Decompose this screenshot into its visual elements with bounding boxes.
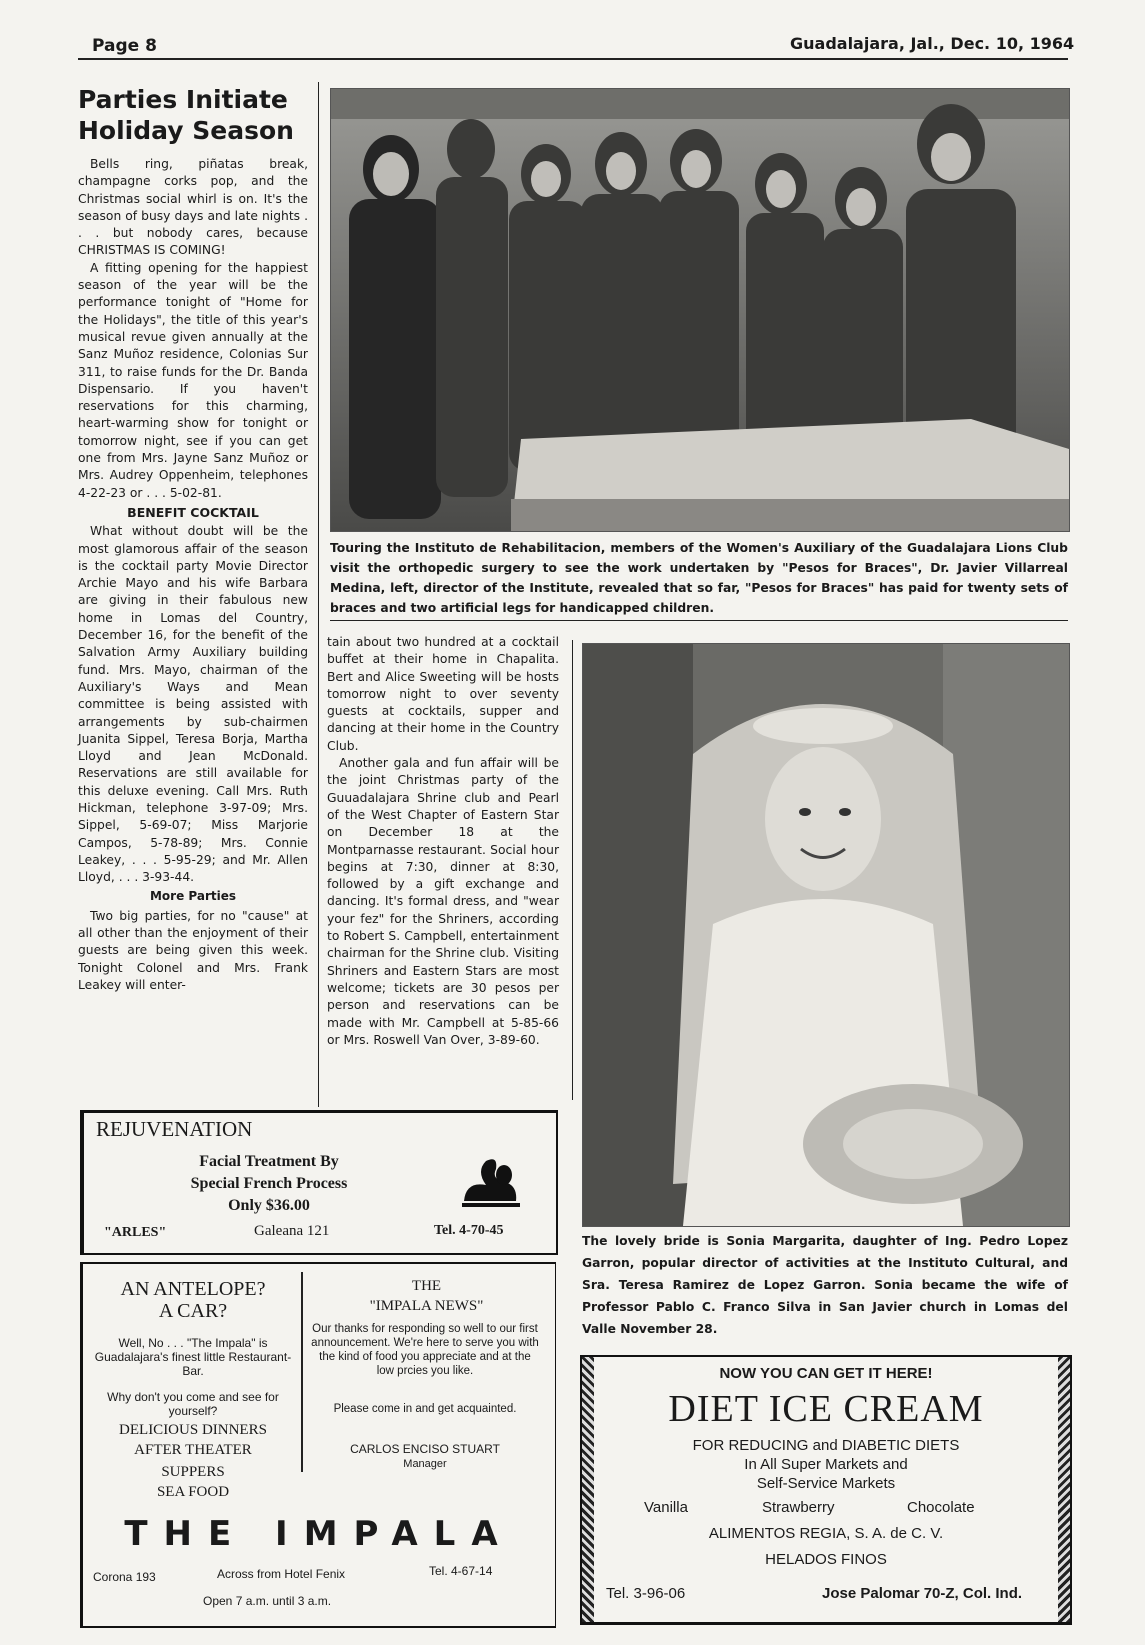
ad-address: Jose Palomar 70-Z, Col. Ind. xyxy=(822,1585,1023,1602)
photo1-caption: Touring the Instituto de Rehabilitacion, members of the Women's Auxiliary of the Guadalajara Lions Club visit the orthopedic surgery to see the work undertaken by "Pesos for Braces", Dr. Javier Villarreal Medina, left, director of the Institute, revealed that so far, "Pesos for Braces" has paid for twenty sets of braces and two artificial legs for handicapped children. xyxy=(330,541,1068,615)
manager-name: CARLOS ENCISO STUART xyxy=(350,1442,500,1456)
ad-offer: SEA FOOD xyxy=(156,1484,230,1500)
ad-phone: Tel. 3-96-06 xyxy=(606,1585,686,1602)
caption-rule xyxy=(330,620,1068,621)
ad-line: In All Super Markets and xyxy=(744,1456,908,1473)
ad-impala xyxy=(80,1262,556,1628)
ad-line: Facial Treatment By xyxy=(199,1153,339,1170)
ad-offer: DELICIOUS DINNERS xyxy=(119,1422,267,1438)
ad-border-left xyxy=(582,1357,594,1622)
flavor-chocolate: Chocolate xyxy=(907,1499,975,1516)
company-sub: HELADOS FINOS xyxy=(765,1551,887,1568)
page-number: Page 8 xyxy=(92,36,157,56)
photo-lions-club-visit xyxy=(330,88,1070,532)
ad-question: AN ANTELOPE? xyxy=(120,1278,266,1300)
subheading: BENEFIT COCKTAIL xyxy=(127,504,259,520)
paragraph: Bells ring, piñatas break, champagne corks pop, and the Christmas social whirl is on. It's the season of busy days and late nights . . . but nobody cares, because CHRISTMAS IS COMING! xyxy=(78,157,308,258)
ad-title: REJUVENATION xyxy=(96,1117,253,1141)
ad-salon-name: "ARLES" xyxy=(104,1225,167,1240)
ad-hours: Open 7 a.m. until 3 a.m. xyxy=(203,1594,332,1608)
headline: Parties Initiate Holiday Season xyxy=(78,85,294,145)
flavor-strawberry: Strawberry xyxy=(762,1499,835,1516)
ad-product-title: DIET ICE CREAM xyxy=(668,1388,984,1430)
group-photo-image xyxy=(331,89,1069,531)
paragraph: A fitting opening for the happiest season of the year will be the performance tonight of "Home for the Holidays", the title of this year's musical revue given annually at the Sanz Muñoz residence, Colonias Sur 311, to raise funds for the Dr. Banda Dispensario. If you haven't reservations for this charming, heart-warming show for tonight or tomorrow night, see if you can get one from Mrs. Jayne Sanz Muñoz or Mrs. Audrey Oppenheim, telephones 4-22-23 or . . . 5-02-81. xyxy=(78,260,308,500)
ad-address: Corona 193 xyxy=(93,1570,156,1584)
paragraph: Two big parties, for no "cause" at all other than the enjoyment of their guests are being given this week. Tonight Colonel and Mrs. Frank Leakey will enter- xyxy=(78,908,308,992)
photo-bride xyxy=(582,643,1070,1227)
dateline: Guadalajara, Jal., Dec. 10, 1964 xyxy=(790,34,1075,53)
article-column-1 xyxy=(78,156,308,994)
ad-rejuvenation xyxy=(80,1110,558,1255)
ad-line: Special French Process xyxy=(190,1175,348,1192)
ad-border-right xyxy=(1058,1357,1070,1622)
column-divider xyxy=(572,640,573,1100)
ad-text: Well, No . . . "The Impala" is Guadalajara's finest little Restaurant-Bar. xyxy=(94,1336,292,1378)
ad-tagline: NOW YOU CAN GET IT HERE! xyxy=(719,1365,933,1382)
impala-logo: THE IMPALA xyxy=(124,1514,514,1554)
news-text: Our thanks for responding so well to our first announcement. We're here to serve you with the kind of food you appreciate and at the low prcies you like. xyxy=(311,1323,539,1377)
ad-divider xyxy=(301,1272,303,1472)
photo2-caption: The lovely bride is Sonia Margarita, daughter of Ing. Pedro Lopez Garron, popular director of activities at the Instituto Cultural, and Sra. Teresa Ramirez de Lopez Garron. Sonia became the wife of Professor Pablo C. Franco Silva in San Javier church in Lomas del Valle November 28. xyxy=(582,1234,1068,1336)
paragraph: What without doubt will be the most glamorous affair of the season is the cocktail party Movie Director Archie Mayo and his wife Barbara are giving in their fabulous new home in Lomas del Country, December 16, for the benefit of the Salvation Army Auxiliary building fund. Mrs. Mayo, chairman of the Auxiliary's Ways and Mean committee is being assisted with arrangements by sub-chairmen Juanita Sippel, Teresa Borja, Martha Lloyd and Jean McDonald. Reservations are still available for this deluxe evening. Call Mrs. Ruth Hickman, telephone 3-97-09; Mrs. Sippel, 5-69-07; Miss Marjorie Campos, 5-78-89; Mrs. Connie Leakey, . . . 5-95-29; and Mr. Allen Lloyd, . . . 3-93-44. xyxy=(78,524,308,885)
paragraph: tain about two hundred at a cocktail buffet at their home in Chapalita. Bert and Alice Sweeting will be hosts tomorrow night to over seventy guests at cocktails, supper and dancing at their home in the Country Club. xyxy=(327,635,559,753)
news-title: THE xyxy=(411,1278,442,1294)
header-rule xyxy=(78,58,1068,60)
ad-address: Galeana 121 xyxy=(254,1223,330,1239)
ad-text: Why don't you come and see for yourself? xyxy=(107,1390,279,1418)
ad-landmark: Across from Hotel Fenix xyxy=(217,1567,346,1581)
ad-phone: Tel. 4-70-45 xyxy=(434,1223,504,1238)
ad-phone: Tel. 4-67-14 xyxy=(429,1564,493,1578)
ad-line: Self-Service Markets xyxy=(756,1475,896,1492)
news-title: "IMPALA NEWS" xyxy=(369,1298,484,1314)
manager-title: Manager xyxy=(403,1458,447,1470)
flavor-vanilla: Vanilla xyxy=(644,1499,688,1516)
company-name: ALIMENTOS REGIA, S. A. de C. V. xyxy=(708,1525,944,1542)
ad-price: Only $36.00 xyxy=(228,1197,310,1214)
swan-logo-icon xyxy=(456,1151,526,1213)
paragraph: Another gala and fun affair will be the joint Christmas party of the Guuadalajara Shrine club and Pearl of the West Chapter of Eastern Star on December 18 at the Montparnasse restaurant. Social hour begins at 7:30, dinner at 8:30, followed by a gift exchange and dancing. It's formal dress, and "wear your fez" for the Shriners, according to Robert S. Campbell, entertainment chairman for the Shrine club. Visiting Shriners and Eastern Stars are most welcome; tickets are 30 pesos per person and reservations can be made with Mr. Campbell at 5-85-66 or Mrs. Roswell Van Over, 3-89-60. xyxy=(327,756,559,1047)
ad-line: FOR REDUCING and DIABETIC DIETS xyxy=(692,1437,960,1454)
ad-diet-ice-cream xyxy=(580,1355,1072,1625)
ad-offer: SUPPERS xyxy=(161,1464,225,1480)
column-divider xyxy=(318,82,319,1107)
bride-photo-image xyxy=(583,644,1069,1226)
ad-offer: AFTER THEATER xyxy=(134,1442,252,1458)
ad-question: A CAR? xyxy=(158,1300,228,1322)
subheading: More Parties xyxy=(149,889,237,904)
news-text: Please come in and get acquainted. xyxy=(333,1403,517,1415)
article-column-2 xyxy=(327,634,559,1049)
